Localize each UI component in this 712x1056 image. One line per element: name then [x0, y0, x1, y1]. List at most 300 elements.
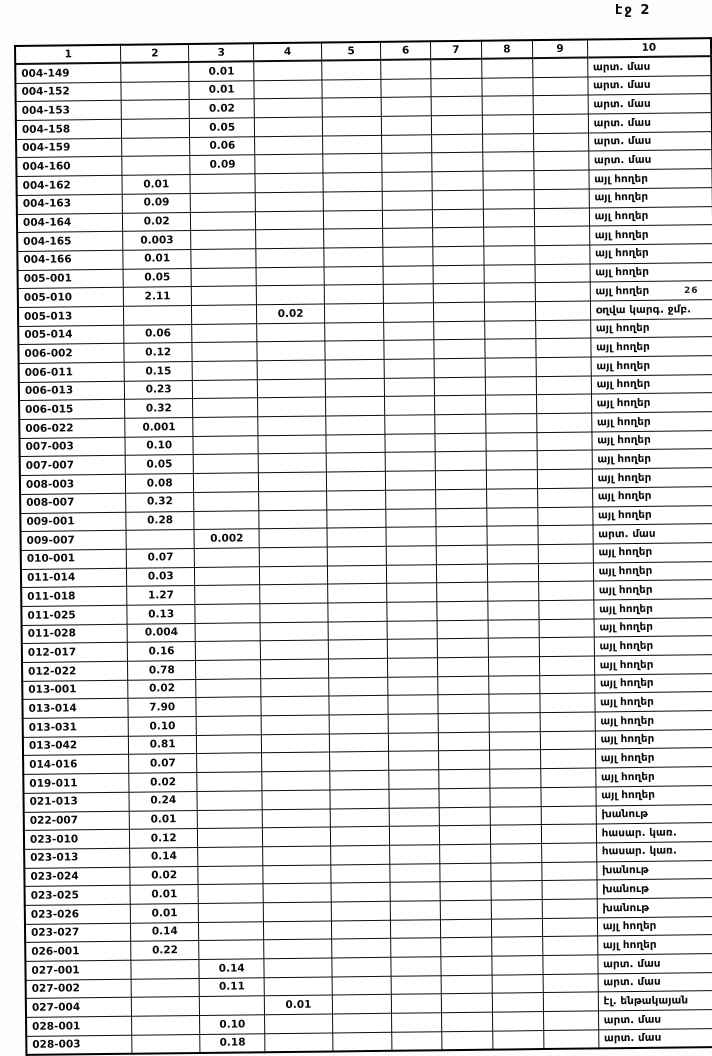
cell-empty-col8	[491, 956, 543, 975]
cell-empty-col8	[483, 189, 535, 208]
cell-value-col3: 0.14	[199, 959, 264, 978]
cell-value-col4	[256, 229, 324, 248]
cell-empty-col8	[482, 115, 534, 134]
cell-empty-col6	[385, 377, 435, 396]
cell-empty-col9	[533, 95, 588, 114]
cell-empty-col7	[433, 283, 484, 302]
cell-empty-col9	[544, 1030, 599, 1050]
cell-empty-col6	[382, 135, 432, 154]
cell-parcel-code: 019-011	[23, 773, 129, 793]
cell-value-col2	[126, 530, 194, 549]
cell-empty-col8	[490, 862, 542, 881]
cell-empty-col7	[438, 695, 489, 714]
cell-empty-col9	[541, 749, 596, 768]
cell-empty-col6	[387, 564, 437, 583]
cell-landuse-label: այլ հողեր	[594, 673, 712, 693]
cell-landuse-label: այլ հողեր	[589, 169, 712, 189]
cell-parcel-code: 010-001	[21, 549, 127, 569]
cell-value-col4	[258, 397, 326, 416]
cell-value-col4	[261, 640, 329, 659]
cell-empty-col5	[327, 509, 387, 528]
cell-value-col4	[255, 136, 323, 155]
cell-value-col4	[262, 734, 330, 753]
cell-empty-col5	[329, 714, 389, 733]
cell-landuse-label: այլ հողեր	[591, 337, 712, 357]
cell-empty-col9	[534, 170, 589, 189]
cell-empty-col7	[440, 900, 491, 919]
cell-empty-col7	[439, 825, 490, 844]
cell-value-col3: 0.01	[189, 80, 254, 99]
cell-empty-col6	[385, 434, 435, 453]
cell-empty-col8	[485, 414, 537, 433]
cell-empty-col9	[536, 301, 591, 320]
cell-empty-col5	[332, 957, 392, 976]
cell-value-col3	[191, 211, 256, 230]
cell-empty-col6	[383, 265, 433, 284]
cell-landuse-label: այլ հողեր	[594, 617, 712, 637]
cell-parcel-code: 004-158	[16, 119, 122, 139]
cell-empty-col8	[482, 96, 534, 115]
cell-parcel-code: 014-016	[23, 755, 129, 775]
cell-value-col3	[194, 492, 259, 511]
cell-landuse-label: խանութ	[596, 860, 712, 880]
cell-parcel-code: 023-025	[25, 885, 131, 905]
cell-parcel-code: 008-007	[20, 493, 126, 513]
cell-value-col3: 0.09	[190, 155, 255, 174]
cell-value-col2: 0.001	[125, 418, 193, 437]
cell-value-col4	[262, 771, 330, 790]
cell-empty-col9	[542, 843, 597, 862]
cell-landuse-label: խանութ	[597, 897, 712, 917]
cell-empty-col9	[540, 712, 595, 731]
cell-empty-col7	[440, 919, 491, 938]
cell-empty-col9	[537, 432, 592, 451]
cell-empty-col8	[491, 937, 543, 956]
cell-empty-col5	[330, 770, 390, 789]
column-header-1: 1	[15, 45, 121, 64]
cell-empty-col9	[535, 245, 590, 264]
cell-empty-col5	[324, 266, 384, 285]
column-header-8: 8	[481, 40, 533, 59]
cell-empty-col9	[540, 656, 595, 675]
cell-parcel-code: 011-025	[21, 605, 127, 625]
cell-empty-col5	[322, 98, 382, 117]
cell-empty-col8	[487, 526, 539, 545]
cell-value-col3	[193, 379, 258, 398]
cell-value-col3	[192, 305, 257, 324]
cell-empty-col9	[543, 918, 598, 937]
cell-empty-col8	[488, 694, 540, 713]
cell-empty-col8	[483, 171, 535, 190]
cell-value-col4	[258, 435, 326, 454]
cell-empty-col9	[535, 207, 590, 226]
cell-value-col2: 0.01	[130, 885, 198, 904]
cell-value-col2: 0.03	[127, 567, 195, 586]
cell-empty-col6	[381, 59, 431, 79]
cell-empty-col6	[390, 845, 440, 864]
cell-value-col3	[197, 753, 262, 772]
cell-empty-col7	[441, 937, 492, 956]
cell-value-col4	[261, 659, 329, 678]
cell-value-col4	[262, 790, 330, 809]
cell-empty-col5	[329, 733, 389, 752]
cell-empty-col9	[533, 57, 588, 77]
cell-empty-col5	[323, 154, 383, 173]
cell-empty-col5	[322, 116, 382, 135]
cell-empty-col8	[484, 264, 536, 283]
cell-value-col4	[259, 547, 327, 566]
cell-empty-col7	[436, 564, 487, 583]
cell-empty-col9	[543, 974, 598, 993]
cell-empty-col6	[386, 490, 436, 509]
cell-empty-col7	[435, 433, 486, 452]
cell-value-col3	[190, 174, 255, 193]
cell-empty-col9	[536, 320, 591, 339]
cell-empty-col6	[384, 321, 434, 340]
cell-empty-col7	[436, 545, 487, 564]
cell-empty-col8	[481, 58, 533, 78]
cell-empty-col9	[541, 787, 596, 806]
cell-landuse-label: արտ. մաս	[588, 113, 712, 133]
cell-value-col3	[197, 791, 262, 810]
cell-empty-col7	[437, 638, 488, 657]
cell-empty-col5	[330, 789, 390, 808]
cell-value-col2: 0.12	[124, 343, 192, 362]
cell-parcel-code: 005-010	[18, 288, 124, 308]
cell-value-col3	[192, 361, 257, 380]
cell-value-col4	[256, 211, 324, 230]
cell-parcel-code: 004-159	[16, 138, 122, 158]
cell-empty-col6	[388, 714, 438, 733]
cell-parcel-code: 023-024	[24, 867, 130, 887]
cell-value-col2: 0.07	[129, 754, 197, 773]
cell-empty-col5	[323, 191, 383, 210]
cell-empty-col7	[441, 975, 492, 994]
cell-value-col2: 0.10	[128, 717, 196, 736]
cell-empty-col9	[535, 226, 590, 245]
cell-landuse-label: արտ. մաս	[598, 972, 712, 992]
cell-parcel-code: 011-028	[22, 624, 128, 644]
cell-parcel-code: 006-015	[19, 400, 125, 420]
cell-value-col4	[258, 416, 326, 435]
cell-landuse-label: արտ. մաս	[588, 94, 712, 114]
cell-empty-col9	[539, 637, 594, 656]
cell-empty-col7	[440, 881, 491, 900]
cell-landuse-label: այլ հողեր	[597, 916, 712, 936]
cell-value-col3	[193, 398, 258, 417]
cell-empty-col5	[326, 434, 386, 453]
cell-parcel-code: 005-014	[18, 325, 124, 345]
cell-value-col4	[263, 902, 331, 921]
cell-value-col3	[193, 454, 258, 473]
cell-value-col3	[197, 772, 262, 791]
cell-value-col2	[122, 156, 190, 175]
cell-empty-col8	[490, 806, 542, 825]
cell-parcel-code: 028-003	[26, 1035, 132, 1055]
cell-empty-col5	[331, 845, 391, 864]
cell-landuse-label: էլ. ենթակայան	[598, 991, 712, 1011]
cell-empty-col7	[436, 508, 487, 527]
cell-value-col3	[192, 342, 257, 361]
cell-value-col3	[198, 884, 263, 903]
cell-empty-col5	[332, 995, 392, 1014]
cell-value-col3	[194, 548, 259, 567]
cell-empty-col8	[491, 918, 543, 937]
cell-value-col4	[264, 921, 332, 940]
cell-empty-col9	[533, 114, 588, 133]
cell-empty-col7	[432, 153, 483, 172]
cell-value-col2: 0.003	[123, 231, 191, 250]
cell-empty-col6	[390, 863, 440, 882]
cell-landuse-label: այլ հողեր	[595, 711, 712, 731]
cell-empty-col5	[330, 808, 390, 827]
cell-empty-col9	[534, 151, 589, 170]
cell-parcel-code: 027-004	[26, 998, 132, 1018]
cell-value-col3	[199, 921, 264, 940]
cell-landuse-label: օղվա կարգ. ջմբ.	[590, 300, 712, 320]
cell-value-col4	[257, 360, 325, 379]
cell-landuse-label: այլ հողեր	[592, 430, 712, 450]
cell-landuse-label: արտ. մաս	[588, 150, 712, 170]
cell-empty-col5	[326, 490, 386, 509]
cell-empty-col5	[331, 864, 391, 883]
cell-value-col3	[198, 903, 263, 922]
cell-empty-col7	[438, 751, 489, 770]
cell-value-col3	[198, 865, 263, 884]
cell-empty-col9	[543, 955, 598, 974]
cell-empty-col8	[492, 974, 544, 993]
cell-empty-col5	[325, 341, 385, 360]
column-header-2: 2	[121, 44, 189, 63]
cell-empty-col6	[381, 97, 431, 116]
cell-value-col4	[263, 827, 331, 846]
cell-empty-col7	[431, 115, 482, 134]
cell-landuse-label: այլ հողեր	[591, 393, 712, 413]
cell-empty-col7	[433, 302, 484, 321]
cell-value-col4	[263, 846, 331, 865]
cell-value-col4	[258, 453, 326, 472]
cell-value-col3	[197, 809, 262, 828]
cell-value-col2	[121, 62, 189, 82]
cell-value-col3: 0.10	[200, 1015, 265, 1034]
cell-empty-col6	[381, 78, 431, 97]
cell-empty-col9	[537, 394, 592, 413]
cell-empty-col7	[432, 209, 483, 228]
cell-empty-col7	[435, 414, 486, 433]
cell-value-col3	[196, 660, 261, 679]
cell-landuse-label: այլ հողեր	[591, 412, 712, 432]
cell-empty-col8	[491, 881, 543, 900]
column-header-3: 3	[189, 43, 254, 62]
cell-value-col4	[264, 977, 332, 996]
cell-empty-col6	[389, 770, 439, 789]
cell-value-col2: 0.004	[127, 623, 195, 642]
cell-parcel-code: 012-022	[22, 661, 128, 681]
cell-empty-col9	[536, 338, 591, 357]
cell-landuse-label: այլ հողեր	[593, 542, 712, 562]
page-number-label: էջ 2	[615, 3, 652, 18]
cell-empty-col7	[437, 601, 488, 620]
cell-empty-col8	[485, 358, 537, 377]
cell-value-col2: 0.02	[123, 212, 191, 231]
cell-empty-col9	[535, 264, 590, 283]
cell-landuse-label: այլ հողեր	[591, 356, 712, 376]
cell-empty-col5	[322, 79, 382, 98]
cell-landuse-label: այլ հողեր	[595, 767, 712, 787]
column-header-10: 10	[587, 38, 711, 57]
cell-value-col3	[196, 716, 261, 735]
cell-empty-col8	[484, 320, 536, 339]
cell-empty-col6	[382, 172, 432, 191]
cell-value-col4	[261, 678, 329, 697]
cell-empty-col6	[386, 471, 436, 490]
cell-empty-col6	[385, 452, 435, 471]
cell-value-col3: 0.02	[189, 99, 254, 118]
cell-parcel-code: 022-007	[24, 811, 130, 831]
cell-value-col2: 0.28	[126, 511, 194, 530]
cell-value-col2: 0.12	[130, 829, 198, 848]
cell-parcel-code: 026-001	[25, 942, 131, 962]
cell-empty-col7	[434, 377, 485, 396]
cell-empty-col6	[382, 191, 432, 210]
cell-value-col3	[193, 436, 258, 455]
cell-empty-col6	[384, 359, 434, 378]
cell-value-col3: 0.01	[189, 61, 254, 81]
cell-parcel-code: 007-003	[19, 437, 125, 457]
cell-empty-col6	[386, 508, 436, 527]
cell-empty-col9	[537, 413, 592, 432]
cell-empty-col5	[324, 303, 384, 322]
cell-parcel-code: 004-165	[17, 231, 123, 251]
cell-landuse-label: այլ հողեր	[593, 598, 712, 618]
cell-parcel-code: 023-026	[25, 904, 131, 924]
cell-empty-col8	[485, 432, 537, 451]
cell-value-col4	[261, 696, 329, 715]
cell-landuse-label: արտ. մաս	[598, 1028, 712, 1049]
cell-value-col2: 0.14	[130, 847, 198, 866]
cell-empty-col5	[328, 621, 388, 640]
cell-value-col3	[195, 604, 260, 623]
cell-landuse-label: այլ հողեր	[589, 243, 712, 263]
cell-value-col3	[199, 940, 264, 959]
cell-empty-col7	[439, 769, 490, 788]
cell-empty-col8	[489, 769, 541, 788]
cell-value-col3: 0.11	[199, 977, 264, 996]
cell-landuse-label: այլ հողեր	[590, 318, 712, 338]
cell-empty-col5	[329, 752, 389, 771]
cell-empty-col9	[537, 450, 592, 469]
cell-landuse-label: այլ հողեր	[592, 449, 712, 469]
cell-parcel-code: 004-162	[16, 175, 122, 195]
cell-empty-col7	[440, 863, 491, 882]
cell-value-col2: 0.22	[131, 941, 199, 960]
cell-parcel-code: 005-001	[18, 269, 124, 289]
cell-empty-col6	[386, 546, 436, 565]
cell-empty-col7	[432, 171, 483, 190]
cell-value-col3	[190, 193, 255, 212]
cell-empty-col7	[438, 732, 489, 751]
cell-empty-col7	[433, 265, 484, 284]
cell-empty-col7	[431, 134, 482, 153]
cell-landuse-label: այլ հողեր	[589, 187, 712, 207]
cell-parcel-code: 007-007	[20, 456, 126, 476]
cell-value-col3: 0.05	[190, 118, 255, 137]
cell-empty-col7	[432, 190, 483, 209]
cell-parcel-code: 027-001	[25, 960, 131, 980]
cell-empty-col6	[391, 938, 441, 957]
cell-empty-col6	[388, 695, 438, 714]
cell-empty-col8	[487, 582, 539, 601]
cell-value-col3	[196, 678, 261, 697]
cell-empty-col9	[538, 506, 593, 525]
cell-value-col2: 0.32	[126, 492, 194, 511]
cell-empty-col5	[322, 60, 382, 80]
cell-landuse-label: այլ հողեր	[589, 225, 712, 245]
cell-value-col3	[198, 847, 263, 866]
cell-value-col4	[262, 808, 330, 827]
cell-value-col2: 0.02	[130, 866, 198, 885]
cell-value-col4	[260, 622, 328, 641]
cell-empty-col9	[538, 544, 593, 563]
cell-empty-col7	[439, 807, 490, 826]
cell-empty-col5	[327, 527, 387, 546]
cell-value-col3	[196, 697, 261, 716]
cell-value-col2: 0.06	[124, 324, 192, 343]
cell-empty-col7	[437, 657, 488, 676]
cell-empty-col6	[383, 284, 433, 303]
cell-empty-col5	[325, 397, 385, 416]
cell-landuse-label: այլ հողեր	[595, 692, 712, 712]
cell-parcel-code: 028-001	[26, 1016, 132, 1036]
cell-empty-col7	[431, 59, 482, 79]
cell-empty-col6	[385, 396, 435, 415]
cell-value-col3	[195, 641, 260, 660]
cell-empty-col6	[383, 209, 433, 228]
cell-value-col4	[263, 883, 331, 902]
cell-parcel-code: 009-007	[21, 530, 127, 550]
cell-empty-col5	[328, 640, 388, 659]
cell-parcel-code: 023-027	[25, 923, 131, 943]
handwritten-marginal-note: 26	[684, 286, 699, 296]
cell-empty-col6	[385, 415, 435, 434]
cell-empty-col7	[437, 620, 488, 639]
cell-empty-col7	[433, 227, 484, 246]
cell-empty-col6	[390, 882, 440, 901]
cell-empty-col6	[392, 1031, 442, 1051]
cell-value-col4	[264, 939, 332, 958]
cell-value-col3	[199, 996, 264, 1015]
cell-empty-col7	[433, 246, 484, 265]
cell-landuse-label: խանութ	[597, 879, 712, 899]
cell-empty-col9	[541, 805, 596, 824]
cell-value-col2: 0.10	[125, 436, 193, 455]
cell-empty-col9	[543, 936, 598, 955]
cell-empty-col9	[538, 525, 593, 544]
cell-empty-col6	[389, 789, 439, 808]
cell-parcel-code: 009-001	[20, 512, 126, 532]
cell-empty-col5	[324, 285, 384, 304]
cell-empty-col8	[484, 339, 536, 358]
cell-empty-col6	[387, 602, 437, 621]
cell-landuse-label: այլ հողեր	[590, 281, 712, 301]
cell-value-col4	[259, 509, 327, 528]
cell-empty-col5	[331, 883, 391, 902]
cell-empty-col9	[542, 862, 597, 881]
cell-value-col2	[121, 81, 189, 100]
cell-empty-col6	[388, 676, 438, 695]
cell-value-col4	[260, 603, 328, 622]
cell-landuse-label: հասար. կառ.	[596, 841, 712, 861]
